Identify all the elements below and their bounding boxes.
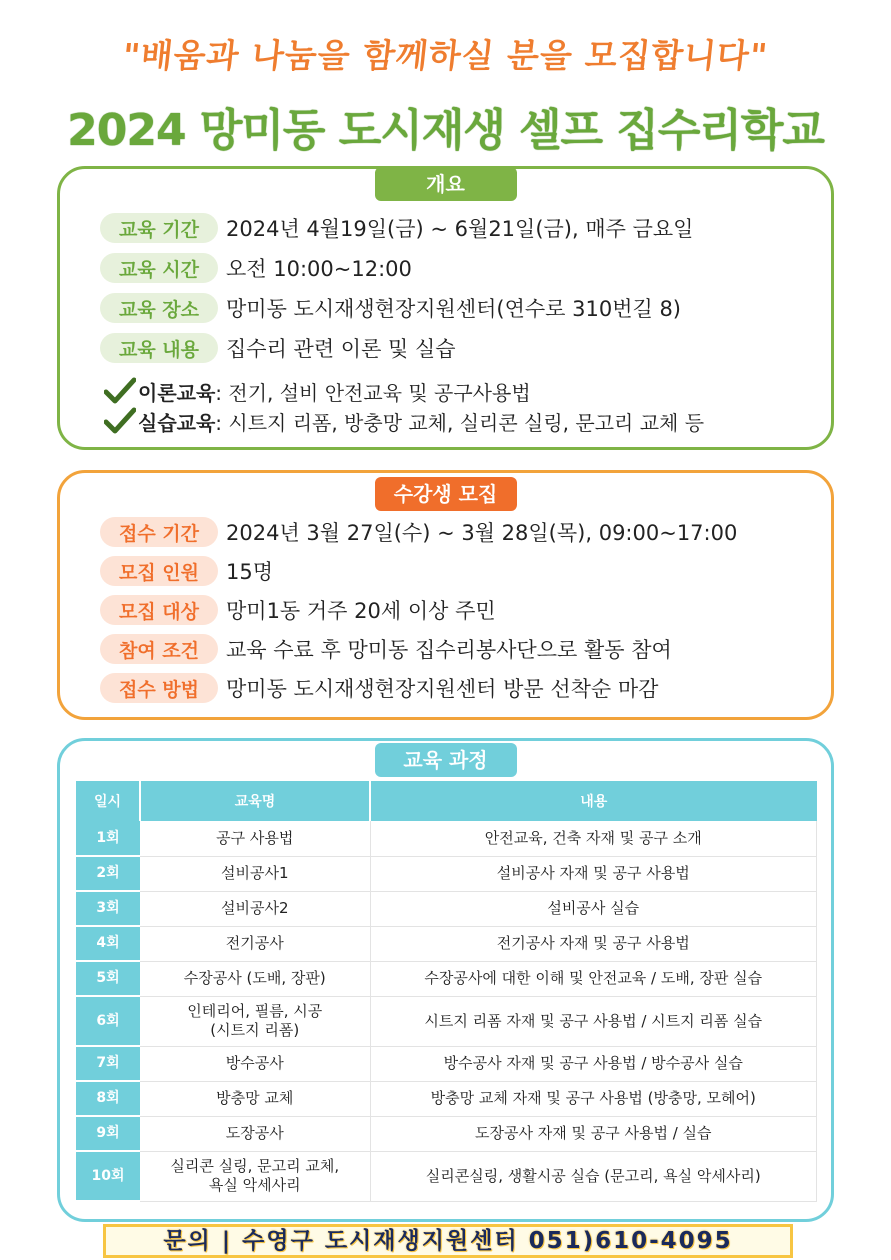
course-table-body	[76, 821, 817, 1201]
course-name-cell: 설비공사1	[140, 856, 370, 891]
overview-row	[100, 253, 412, 283]
overview-value: 집수리 관련 이론 및 실습	[226, 337, 456, 361]
checkmark-icon	[104, 407, 136, 435]
course-section	[57, 738, 834, 1222]
course-content-cell: 시트지 리폼 자재 및 공구 사용법 / 시트지 리폼 실습	[370, 996, 817, 1046]
recruit-label: 접수 기간	[100, 517, 218, 547]
recruit-value: 망미동 도시재생현장지원센터 방문 선착순 마감	[226, 677, 659, 701]
check-label: 이론교육	[138, 380, 216, 405]
overview-row	[100, 333, 456, 363]
course-name-cell: 수장공사 (도배, 장판)	[140, 961, 370, 996]
table-row	[76, 1116, 817, 1151]
session-cell: 9회	[76, 1116, 140, 1151]
course-content-cell: 실리콘실링, 생활시공 실습 (문고리, 욕실 악세사리)	[370, 1151, 817, 1201]
session-cell: 3회	[76, 891, 140, 926]
recruit-label: 참여 조건	[100, 634, 218, 664]
recruit-label: 접수 방법	[100, 673, 218, 703]
course-content-cell: 수장공사에 대한 이해 및 안전교육 / 도배, 장판 실습	[370, 961, 817, 996]
table-row	[76, 856, 817, 891]
recruit-row	[100, 595, 496, 625]
overview-value: 오전 10:00~12:00	[226, 257, 412, 281]
recruit-row	[100, 673, 658, 703]
column-header: 일시	[76, 781, 140, 821]
column-header: 교육명	[140, 781, 370, 821]
recruit-label: 모집 대상	[100, 595, 218, 625]
session-cell: 1회	[76, 821, 140, 856]
course-name-cell: 공구 사용법	[140, 821, 370, 856]
course-content-cell: 방충망 교체 자재 및 공구 사용법 (방충망, 모헤어)	[370, 1081, 817, 1116]
course-name-cell: 전기공사	[140, 926, 370, 961]
recruit-row	[100, 634, 672, 664]
course-content-cell: 도장공사 자재 및 공구 사용법 / 실습	[370, 1116, 817, 1151]
recruit-value: 15명	[226, 560, 274, 584]
table-row	[76, 1046, 817, 1081]
session-cell: 2회	[76, 856, 140, 891]
check-label: 실습교육	[138, 410, 216, 435]
checkmark-icon	[104, 377, 136, 405]
course-content-cell: 안전교육, 건축 자재 및 공구 소개	[370, 821, 817, 856]
course-tag: 교육 과정	[375, 743, 517, 777]
check-item	[104, 407, 704, 435]
contact-text: 문의 | 수영구 도시재생지원센터 051)610-4095	[163, 1228, 733, 1254]
overview-row	[100, 213, 693, 243]
table-row	[76, 891, 817, 926]
session-cell: 6회	[76, 996, 140, 1046]
table-row	[76, 996, 817, 1046]
check-item	[104, 377, 531, 405]
recruit-label: 모집 인원	[100, 556, 218, 586]
session-cell: 4회	[76, 926, 140, 961]
recruit-tag: 수강생 모집	[375, 477, 517, 511]
overview-value: 2024년 4월19일(금) ~ 6월21일(금), 매주 금요일	[226, 217, 694, 241]
session-cell: 10회	[76, 1151, 140, 1201]
session-cell: 8회	[76, 1081, 140, 1116]
tagline: "배움과 나눔을 함께하실 분을 모집합니다"	[120, 36, 770, 75]
recruit-section	[57, 470, 834, 720]
session-cell: 5회	[76, 961, 140, 996]
overview-label: 교육 기간	[100, 213, 218, 243]
overview-value: 망미동 도시재생현장지원센터(연수로 310번길 8)	[226, 297, 682, 321]
course-name-cell: 설비공사2	[140, 891, 370, 926]
course-content-cell: 전기공사 자재 및 공구 사용법	[370, 926, 817, 961]
table-header-row	[76, 781, 817, 821]
table-row	[76, 1151, 817, 1201]
overview-row	[100, 293, 681, 323]
table-row	[76, 1081, 817, 1116]
overview-tag: 개요	[375, 167, 517, 201]
course-name-cell: 인테리어, 필름, 시공 (시트지 리폼)	[140, 996, 370, 1046]
contact-banner	[103, 1224, 793, 1258]
table-row	[76, 961, 817, 996]
column-header: 내용	[370, 781, 817, 821]
course-name-cell: 방충망 교체	[140, 1081, 370, 1116]
check-value: : 시트지 리폼, 방충망 교체, 실리콘 실링, 문고리 교체 등	[215, 410, 705, 435]
table-row	[76, 821, 817, 856]
overview-label: 교육 장소	[100, 293, 218, 323]
course-name-cell: 도장공사	[140, 1116, 370, 1151]
course-name-cell: 방수공사	[140, 1046, 370, 1081]
overview-label: 교육 시간	[100, 253, 218, 283]
course-content-cell: 설비공사 자재 및 공구 사용법	[370, 856, 817, 891]
recruit-value: 2024년 3월 27일(수) ~ 3월 28일(목), 09:00~17:00	[226, 521, 738, 545]
course-content-cell: 설비공사 실습	[370, 891, 817, 926]
overview-label: 교육 내용	[100, 333, 218, 363]
recruit-value: 교육 수료 후 망미동 집수리봉사단으로 활동 참여	[226, 638, 672, 662]
session-cell: 7회	[76, 1046, 140, 1081]
table-row	[76, 926, 817, 961]
course-name-cell: 실리콘 실링, 문고리 교체, 욕실 악세사리	[140, 1151, 370, 1201]
course-content-cell: 방수공사 자재 및 공구 사용법 / 방수공사 실습	[370, 1046, 817, 1081]
course-table	[76, 781, 817, 1202]
check-value: : 전기, 설비 안전교육 및 공구사용법	[215, 380, 531, 405]
page-title: 2024 망미동 도시재생 셀프 집수리학교	[67, 105, 824, 156]
recruit-value: 망미1동 거주 20세 이상 주민	[226, 599, 496, 623]
overview-section	[57, 166, 834, 450]
recruit-row	[100, 517, 737, 547]
recruit-row	[100, 556, 273, 586]
